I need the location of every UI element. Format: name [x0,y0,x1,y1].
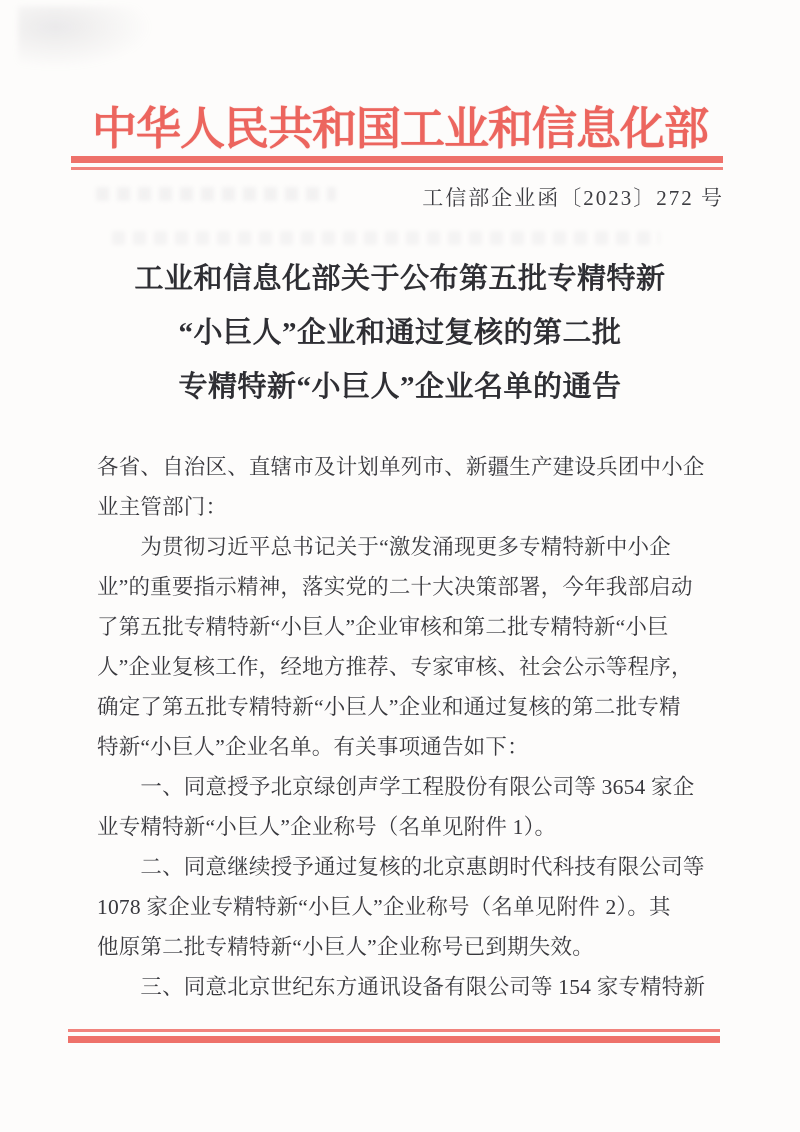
scan-smudge-artifact [18,6,168,76]
title-line: “小巨人”企业和通过复核的第二批 [178,317,622,349]
header-rule-thick [71,156,723,163]
body-line: 一、同意授予北京绿创声学工程股份有限公司等 3654 家企 [97,775,695,799]
body-line: 1078 家企业专精特新“小巨人”企业称号（名单见附件 2）。其 [97,895,671,919]
document-body [97,447,727,1007]
header-rule-thin [71,167,723,170]
body-line: 特新“小巨人”企业名单。有关事项通告如下： [97,735,529,759]
footer-rule-thick [68,1036,720,1043]
ministry-letterhead: 中华人民共和国工业和信息化部 [91,104,708,154]
document-title [0,252,800,414]
body-line: 确定了第五批专精特新“小巨人”企业和通过复核的第二批专精 [97,695,681,719]
body-line: 三、同意北京世纪东方通讯设备有限公司等 154 家专精特新 [97,975,706,999]
body-line: 二、同意继续授予通过复核的北京惠朗时代科技有限公司等 [97,855,705,879]
body-line: 了第五批专精特新“小巨人”企业审核和第二批专精特新“小巨 [97,615,669,639]
bleed-through-artifact [96,187,336,201]
body-line: 业”的重要指示精神，落实党的二十大决策部署，今年我部启动 [97,575,693,599]
body-line: 为贯彻习近平总书记关于“激发涌现更多专精特新中小企 [97,535,671,559]
body-line: 他原第二批专精特新“小巨人”企业称号已到期失效。 [97,935,594,959]
body-line: 人”企业复核工作，经地方推荐、专家审核、社会公示等程序， [97,655,693,679]
title-line: 工业和信息化部关于公布第五批专精特新 [134,263,666,295]
body-line: 业专精特新“小巨人”企业称号（名单见附件 1）。 [97,815,557,839]
document-number: 工信部企业函〔2023〕272 号 [422,186,724,210]
body-line: 各省、自治区、直辖市及计划单列市、新疆生产建设兵团中小企 [97,455,705,479]
body-line: 业主管部门： [97,495,228,519]
bleed-through-artifact [112,231,660,245]
title-line: 专精特新“小巨人”企业名单的通告 [178,371,622,403]
footer-rule-thin [68,1029,720,1032]
